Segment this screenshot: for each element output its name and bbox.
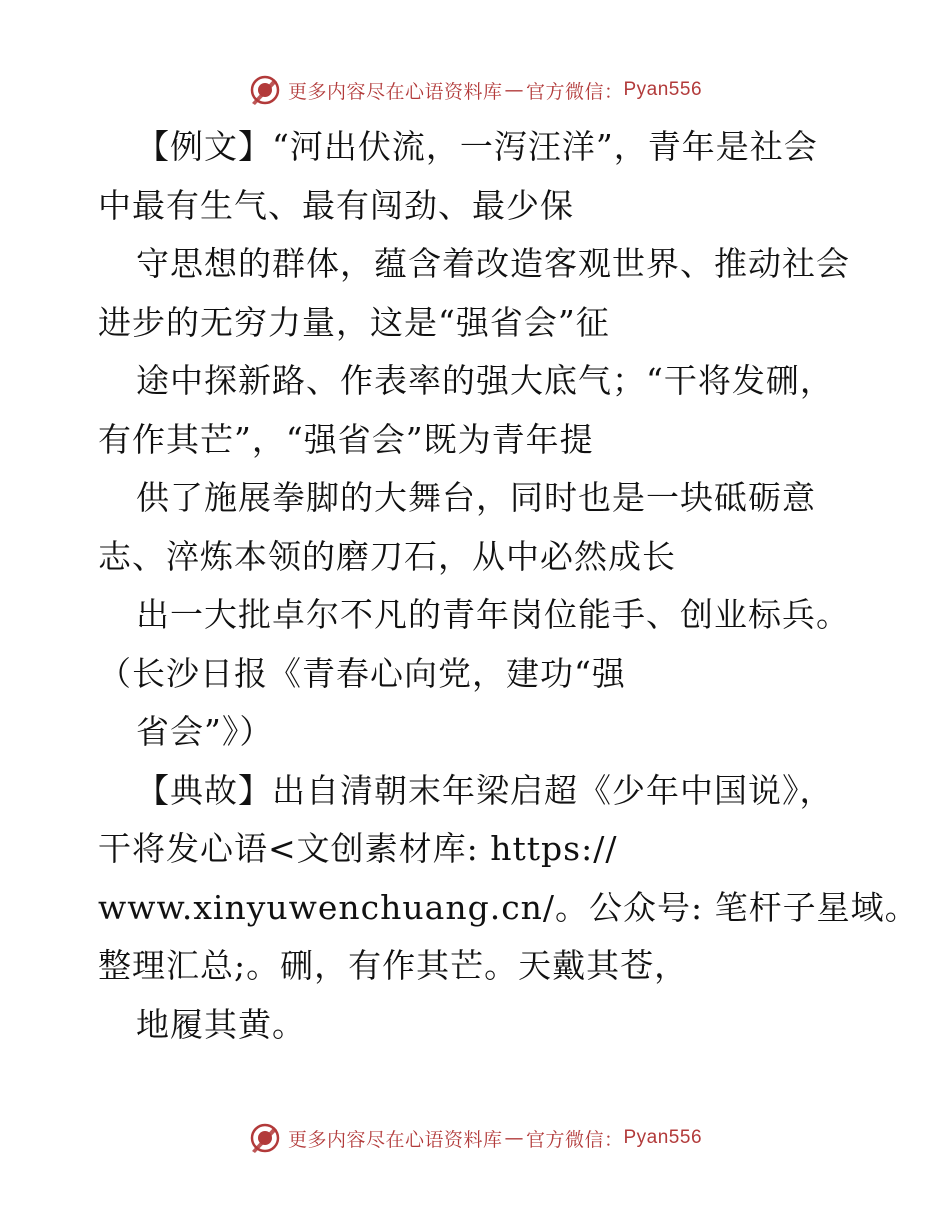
body-line: 干将发心语<文创素材库: https:// <box>98 829 618 868</box>
body-line: 途中探新路、作表率的强大底气；“干将发硎， <box>136 361 834 400</box>
footer-dash: — <box>504 1127 524 1149</box>
pen-logo-icon <box>248 1121 282 1155</box>
body-line: 出一大批卓尔不凡的青年岗位能手、创业标兵。 <box>136 595 850 634</box>
body-line: 【典故】出自清朝末年梁启超《少年中国说》， <box>136 770 834 810</box>
body-line: 整理汇总;。硎，有作其芒。天戴其苍， <box>98 946 689 985</box>
page-header-watermark <box>0 72 950 108</box>
body-line: 守思想的群体，蕴含着改造客观世界、推动社会 <box>136 244 850 283</box>
body-line: 进步的无穷力量，这是“强省会”征 <box>98 302 610 342</box>
page-footer-watermark <box>0 1120 950 1156</box>
body-line: 地履其黄。 <box>136 1004 306 1044</box>
body-line: 志、淬炼本领的磨刀石，从中必然成长 <box>98 536 676 576</box>
footer-brand-text: 更多内容尽在心语资料库 <box>287 1128 503 1151</box>
body-line: 中最有生气、最有闯劲、最少保 <box>98 185 574 225</box>
footer-wechat-label: 官方微信： <box>525 1128 624 1151</box>
header-brand-text: 更多内容尽在心语资料库 <box>287 80 503 103</box>
pen-logo-icon <box>248 73 282 107</box>
body-line: 【例文】“河出伏流，一泻汪洋”，青年是社会 <box>136 127 818 166</box>
footer-wechat-id: Pyan556 <box>623 1127 703 1148</box>
header-dash: — <box>504 79 524 101</box>
document-body <box>98 118 919 1054</box>
header-wechat-label: 官方微信： <box>525 80 624 103</box>
body-line: www.xinyuwenchuang.cn/。公众号: 笔杆子星域。 <box>98 887 919 927</box>
body-line: 省会”》） <box>136 712 274 751</box>
body-line: 供了施展拳脚的大舞台，同时也是一块砥砺意 <box>136 478 816 517</box>
body-line: （长沙日报《青春心向党，建功“强 <box>98 653 626 693</box>
body-line: 有作其芒”，“强省会”既为青年提 <box>98 419 594 459</box>
header-wechat-id: Pyan556 <box>623 79 703 100</box>
